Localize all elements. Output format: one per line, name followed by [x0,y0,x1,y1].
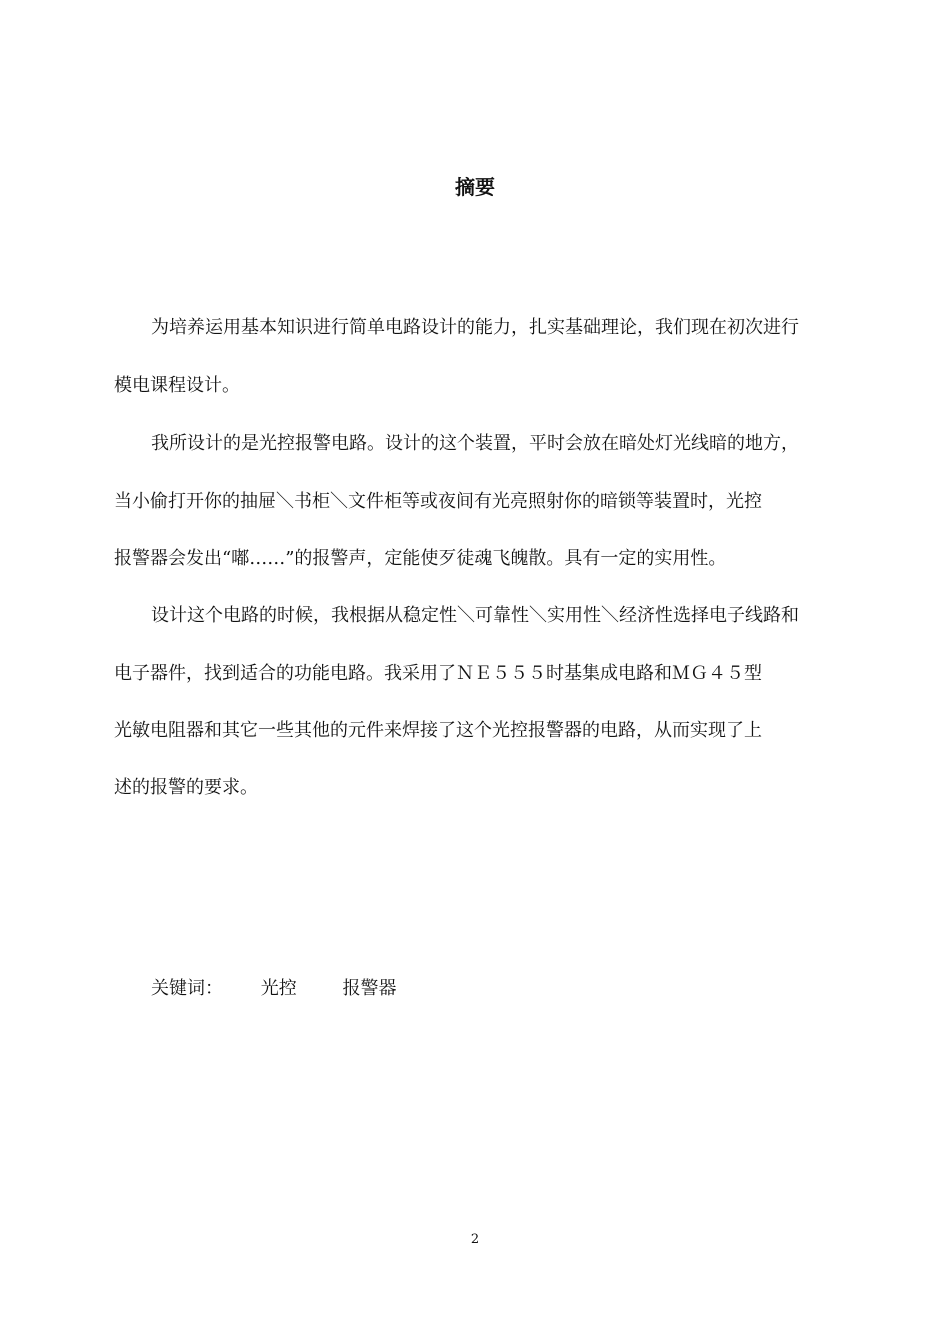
paragraph-3-line-3: 光敏电阻器和其它一些其他的元件来焊接了这个光控报警器的电路，从而实现了上 [114,720,762,741]
paragraph-3-line-2: 电子器件，找到适合的功能电路。我采用了ＮＥ５５５时基集成电路和ＭＧ４５型 [114,663,762,684]
keyword-item: 光控 [260,978,297,999]
paragraph-3-line-4: 述的报警的要求。 [114,777,258,798]
paragraph-2-line-1: 我所设计的是光控报警电路。设计的这个装置，平时会放在暗处灯光线暗的地方， [151,433,799,454]
paragraph-1-line-1: 为培养运用基本知识进行简单电路设计的能力，扎实基础理论，我们现在初次进行 [151,317,799,338]
keyword-item: 报警器 [342,978,397,999]
page-title: 摘要 [455,175,495,199]
paragraph-1-line-2: 模电课程设计。 [114,375,240,396]
keywords-row [151,975,396,1003]
paragraph-2-line-2: 当小偷打开你的抽屉＼书柜＼文件柜等或夜间有光亮照射你的暗锁等装置时，光控 [114,491,762,512]
page-number: 2 [470,1232,480,1247]
paragraph-3-line-1: 设计这个电路的时候，我根据从稳定性＼可靠性＼实用性＼经济性选择电子线路和 [151,605,799,626]
paragraph-2-line-3: 报警器会发出“嘟……”的报警声，定能使歹徒魂飞魄散。具有一定的实用性。 [114,548,727,569]
keywords-label: 关键词： [151,978,223,999]
